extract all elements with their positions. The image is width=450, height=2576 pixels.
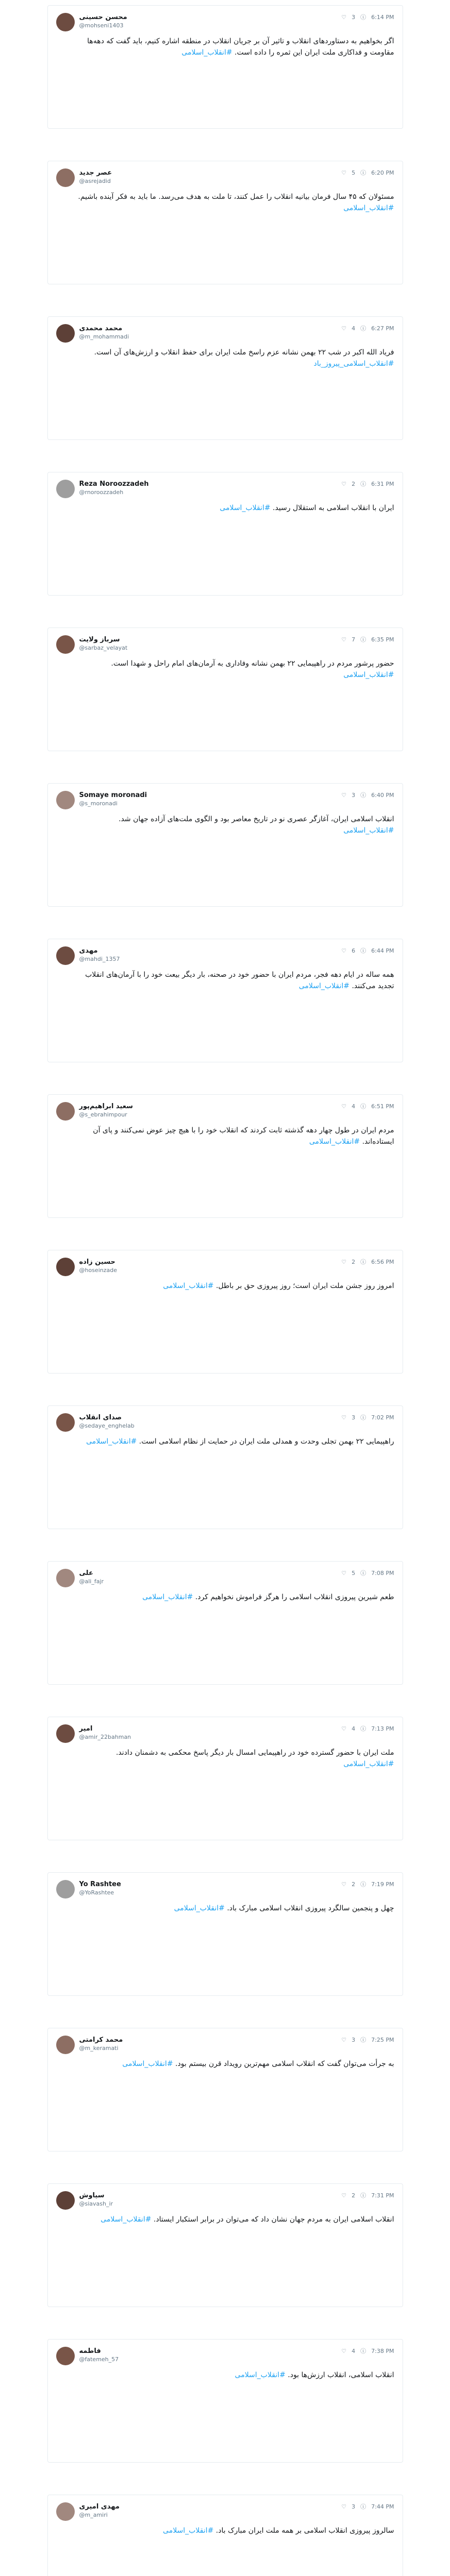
author-block: [56, 791, 147, 809]
tweet-header: [56, 13, 394, 31]
tweet-text: انقلاب اسلامی ایران، آغازگر عصری نو در تاریخ معاصر بود و الگوی ملت‌های آزاده جهان شد. #انقلاب_اسلامی: [119, 815, 394, 835]
author-names: [79, 324, 129, 341]
avatar[interactable]: [56, 1569, 75, 1587]
author-block: [56, 1880, 121, 1899]
like-count: 2: [352, 1258, 356, 1265]
author-name[interactable]: مهدی امیری: [79, 2503, 120, 2511]
author-handle[interactable]: @s_ebrahimpour: [79, 1111, 127, 1118]
tweet-card[interactable]: [47, 5, 403, 129]
tweet-time[interactable]: 6:56 PM: [371, 1258, 394, 1265]
avatar[interactable]: [56, 13, 75, 31]
info-icon[interactable]: ⓘ: [360, 1570, 366, 1577]
author-names: [79, 946, 120, 963]
author-handle[interactable]: @siavash_ir: [79, 2200, 113, 2207]
author-handle[interactable]: @mahdi_1357: [79, 956, 120, 962]
info-icon[interactable]: ⓘ: [360, 325, 366, 332]
hashtag-link[interactable]: #انقلاب_اسلامی: [298, 982, 349, 990]
tweet-text: اگر بخواهیم به دستاوردهای انقلاب و تاثیر آن بر جریان انقلاب در منطقه اشاره کنیم، باید گفت که دهه‌ها مقاومت و فداکاری ملت ایران این ثمره را داده است. #انقلاب_اسلامی: [87, 37, 394, 57]
tweet-time[interactable]: 6:40 PM: [371, 791, 394, 799]
hashtag-link[interactable]: #انقلاب_اسلامی: [220, 504, 271, 512]
heart-icon[interactable]: ♡: [341, 480, 347, 487]
tweet-meta: [341, 1413, 394, 1421]
like-count: 3: [352, 791, 356, 799]
hashtag-link[interactable]: #انقلاب_اسلامی: [343, 671, 394, 679]
tweet-meta: [341, 2191, 394, 2199]
avatar[interactable]: [56, 2502, 75, 2521]
author-block: [56, 635, 128, 654]
tweet-meta: [341, 13, 394, 21]
author-name[interactable]: فاطمه: [79, 2347, 101, 2355]
like-count: 3: [352, 2036, 356, 2043]
tweet-time[interactable]: 7:25 PM: [371, 2036, 394, 2043]
author-name[interactable]: سیاوش: [79, 2192, 105, 2199]
author-name[interactable]: مهدی: [79, 947, 98, 955]
tweet-card[interactable]: [47, 2028, 403, 2151]
avatar[interactable]: [56, 324, 75, 343]
tweet-text: فریاد الله اکبر در شب ۲۲ بهمن نشانه عزم راسخ ملت ایران برای حفظ انقلاب و ارزش‌های آن است. #انقلاب_اسلامی_پیروز_باد: [94, 348, 394, 368]
like-count: 4: [352, 325, 356, 332]
tweet-card[interactable]: [47, 2495, 403, 2576]
author-block: [56, 13, 127, 31]
tweet-header: [56, 324, 394, 343]
tweet-header: [56, 946, 394, 965]
tweet-text: ایران با انقلاب اسلامی به استقلال رسید. #انقلاب_اسلامی: [220, 504, 394, 512]
heart-icon[interactable]: ♡: [341, 1725, 347, 1732]
info-icon[interactable]: ⓘ: [360, 2503, 366, 2510]
like-count: 2: [352, 480, 356, 487]
tweet-time[interactable]: 6:20 PM: [371, 169, 394, 176]
author-name[interactable]: محمد محمدی: [79, 325, 123, 332]
tweet-meta: [341, 635, 394, 643]
author-handle[interactable]: @asrejadid: [79, 178, 111, 184]
tweet-meta: [341, 1880, 394, 1888]
tweet-text: انقلاب اسلامی ایران به مردم جهان نشان داد که می‌توان در برابر استکبار ایستاد. #انقلاب_اسلامی: [101, 2215, 394, 2224]
author-block: [56, 1413, 135, 1432]
tweet-header: [56, 1258, 394, 1276]
heart-icon[interactable]: ♡: [341, 1103, 347, 1110]
hashtag-link[interactable]: #انقلاب_اسلامی: [181, 48, 232, 57]
tweet-text: مردم ایران در طول چهار دهه گذشته ثابت کردند که انقلاب خود را با هیچ چیز عوض نمی‌کنند و پای آن ایستاده‌اند. #انقلاب_اسلامی: [93, 1126, 394, 1146]
tweet-meta: [341, 2036, 394, 2044]
author-handle[interactable]: @hoseinzade: [79, 1267, 117, 1274]
tweet-card[interactable]: [47, 2183, 403, 2307]
info-icon[interactable]: ⓘ: [360, 1881, 366, 1888]
author-block: [56, 168, 112, 187]
hashtag-link[interactable]: #انقلاب_اسلامی: [343, 204, 394, 212]
avatar[interactable]: [56, 2191, 75, 2210]
info-icon[interactable]: ⓘ: [360, 2192, 366, 2199]
tweet-card[interactable]: [47, 783, 403, 907]
author-block: [56, 946, 120, 965]
info-icon[interactable]: ⓘ: [360, 1414, 366, 1421]
author-names: [79, 1413, 135, 1430]
hashtag-link[interactable]: #انقلاب_اسلامی: [122, 2060, 173, 2068]
tweet-text: چهل و پنجمین سالگرد پیروزی انقلاب اسلامی مبارک باد. #انقلاب_اسلامی: [174, 1904, 394, 1912]
tweet-text: انقلاب اسلامی، انقلاب ارزش‌ها بود. #انقلاب_اسلامی: [235, 2371, 394, 2379]
hashtag-link[interactable]: #انقلاب_اسلامی: [235, 2371, 286, 2379]
avatar[interactable]: [56, 635, 75, 654]
tweet-card[interactable]: [47, 2339, 403, 2463]
author-name[interactable]: عصر جدید: [79, 169, 112, 177]
author-names: [79, 480, 149, 496]
author-name[interactable]: محسن حسینی: [79, 13, 127, 21]
author-names: [79, 2191, 113, 2208]
tweet-time[interactable]: 7:08 PM: [371, 1569, 394, 1577]
info-icon[interactable]: ⓘ: [360, 636, 366, 643]
author-name[interactable]: Yo Rashtee: [79, 1880, 121, 1888]
tweet-time[interactable]: 7:31 PM: [371, 2192, 394, 2199]
author-name[interactable]: علی: [79, 1569, 93, 1577]
author-names: [79, 2347, 119, 2363]
author-block: [56, 1724, 131, 1743]
tweet-feed: [0, 5, 450, 2576]
author-block: [56, 1258, 118, 1276]
author-handle[interactable]: @sedaye_enghelab: [79, 1422, 135, 1429]
author-names: [79, 635, 128, 652]
author-names: [79, 1569, 104, 1585]
tweet-header: [56, 168, 394, 187]
tweet-header: [56, 2502, 394, 2521]
tweet-time[interactable]: 6:27 PM: [371, 325, 394, 332]
tweet-text: حضور پرشور مردم در راهپیمایی ۲۲ بهمن نشانه وفاداری به آرمان‌های امام راحل و شهدا است. #انقلاب_اسلامی: [111, 659, 394, 679]
tweet-time[interactable]: 6:14 PM: [371, 13, 394, 21]
avatar[interactable]: [56, 1880, 75, 1899]
tweet-card[interactable]: [47, 472, 403, 596]
author-handle[interactable]: @fatemeh_57: [79, 2356, 119, 2363]
like-count: 5: [352, 1569, 356, 1577]
author-names: [79, 791, 147, 807]
heart-icon[interactable]: ♡: [341, 13, 347, 21]
author-name[interactable]: امیر: [79, 1725, 93, 1733]
tweet-meta: [341, 2502, 394, 2511]
tweet-header: [56, 1413, 394, 1432]
tweet-time[interactable]: 6:51 PM: [371, 1103, 394, 1110]
author-names: [79, 2502, 120, 2519]
like-count: 6: [352, 947, 356, 954]
tweet-header: [56, 480, 394, 498]
tweet-text: به جرأت می‌توان گفت که انقلاب اسلامی مهم‌ترین رویداد قرن بیستم بود. #انقلاب_اسلامی: [122, 2060, 394, 2068]
tweet-card[interactable]: [47, 1094, 403, 1218]
avatar[interactable]: [56, 2347, 75, 2365]
info-icon[interactable]: ⓘ: [360, 1259, 366, 1265]
avatar[interactable]: [56, 1413, 75, 1432]
author-handle[interactable]: @amir_22bahman: [79, 1734, 131, 1740]
hashtag-link[interactable]: #انقلاب_اسلامی: [163, 2527, 214, 2535]
author-handle[interactable]: @s_moronadi: [79, 800, 118, 807]
tweet-header: [56, 1569, 394, 1587]
author-names: [79, 2036, 123, 2052]
info-icon[interactable]: ⓘ: [360, 947, 366, 954]
author-handle[interactable]: @mohseni1403: [79, 22, 124, 29]
avatar[interactable]: [56, 2036, 75, 2054]
info-icon[interactable]: ⓘ: [360, 170, 366, 176]
tweet-card[interactable]: [47, 939, 403, 1062]
tweet-card[interactable]: [47, 628, 403, 751]
author-block: [56, 324, 129, 343]
heart-icon[interactable]: ♡: [341, 1258, 347, 1265]
heart-icon[interactable]: ♡: [341, 1569, 347, 1577]
like-count: 5: [352, 169, 356, 176]
hashtag-link[interactable]: #انقلاب_اسلامی_پیروز_باد: [313, 360, 394, 368]
tweet-card[interactable]: [47, 161, 403, 284]
author-handle[interactable]: @rnoroozzadeh: [79, 489, 124, 496]
author-block: [56, 2502, 120, 2521]
tweet-text: ملت ایران با حضور گسترده خود در راهپیمایی امسال بار دیگر پاسخ محکمی به دشمنان دادند. #انقلاب_اسلامی: [115, 1749, 394, 1768]
tweet-card[interactable]: [47, 316, 403, 440]
author-handle[interactable]: @sarbaz_velayat: [79, 645, 128, 651]
tweet-card[interactable]: [47, 1561, 403, 1685]
heart-icon[interactable]: ♡: [341, 947, 347, 954]
avatar[interactable]: [56, 946, 75, 965]
info-icon[interactable]: ⓘ: [360, 2348, 366, 2354]
author-names: [79, 1258, 118, 1274]
tweet-meta: [341, 791, 394, 799]
tweet-time[interactable]: 7:38 PM: [371, 2347, 394, 2354]
avatar[interactable]: [56, 1724, 75, 1743]
info-icon[interactable]: ⓘ: [360, 2037, 366, 2043]
author-names: [79, 13, 127, 29]
hashtag-link[interactable]: #انقلاب_اسلامی: [163, 1282, 214, 1290]
heart-icon[interactable]: ♡: [341, 325, 347, 332]
hashtag-link[interactable]: #انقلاب_اسلامی: [174, 1904, 225, 1912]
hashtag-link[interactable]: #انقلاب_اسلامی: [142, 1593, 193, 1601]
avatar[interactable]: [56, 1258, 75, 1276]
avatar[interactable]: [56, 791, 75, 809]
tweet-card[interactable]: [47, 1872, 403, 1996]
hashtag-link[interactable]: #انقلاب_اسلامی: [343, 1760, 394, 1768]
tweet-meta: [341, 946, 394, 955]
tweet-header: [56, 2191, 394, 2210]
heart-icon[interactable]: ♡: [341, 2347, 347, 2354]
like-count: 3: [352, 13, 356, 21]
like-count: 4: [352, 1103, 356, 1110]
author-names: [79, 1102, 133, 1118]
tweet-meta: [341, 1569, 394, 1577]
tweet-text: طعم شیرین پیروزی انقلاب اسلامی را هرگز فراموش نخواهیم کرد. #انقلاب_اسلامی: [142, 1593, 394, 1601]
like-count: 4: [352, 2347, 356, 2354]
heart-icon[interactable]: ♡: [341, 1880, 347, 1888]
like-count: 2: [352, 1880, 356, 1888]
author-name[interactable]: سعید ابراهیم‌پور: [79, 1103, 133, 1110]
hashtag-link[interactable]: #انقلاب_اسلامی: [101, 2215, 152, 2224]
heart-icon[interactable]: ♡: [341, 1414, 347, 1421]
heart-icon[interactable]: ♡: [341, 2192, 347, 2199]
tweet-card[interactable]: [47, 1250, 403, 1374]
tweet-meta: [341, 1724, 394, 1733]
tweet-card[interactable]: [47, 1717, 403, 1840]
tweet-header: [56, 1102, 394, 1121]
like-count: 7: [352, 636, 356, 643]
tweet-time[interactable]: 7:44 PM: [371, 2503, 394, 2510]
author-name[interactable]: حسین زاده: [79, 1258, 115, 1266]
hashtag-link[interactable]: #انقلاب_اسلامی: [343, 826, 394, 835]
tweet-time[interactable]: 6:35 PM: [371, 636, 394, 643]
tweet-header: [56, 2347, 394, 2365]
author-name[interactable]: محمد کرامتی: [79, 2036, 123, 2044]
hashtag-link[interactable]: #انقلاب_اسلامی: [86, 1437, 137, 1446]
info-icon[interactable]: ⓘ: [360, 792, 366, 799]
tweet-meta: [341, 324, 394, 332]
tweet-time[interactable]: 6:31 PM: [371, 480, 394, 487]
heart-icon[interactable]: ♡: [341, 169, 347, 176]
tweet-meta: [341, 168, 394, 177]
author-name[interactable]: Reza Noroozzadeh: [79, 480, 149, 488]
avatar[interactable]: [56, 480, 75, 498]
tweet-text: امروز روز جشن ملت ایران است؛ روز پیروزی حق بر باطل. #انقلاب_اسلامی: [163, 1282, 394, 1290]
like-count: 3: [352, 1414, 356, 1421]
hashtag-link[interactable]: #انقلاب_اسلامی: [309, 1138, 360, 1146]
tweet-meta: [341, 480, 394, 488]
tweet-text: مسئولان که ۴۵ سال فرمان بیانیه انقلاب را عمل کنند، تا ملت به هدف می‌رسد. ما باید به فکر آینده باشیم. #انقلاب_اسلامی: [78, 193, 394, 212]
tweet-header: [56, 791, 394, 809]
info-icon[interactable]: ⓘ: [360, 481, 366, 487]
tweet-time[interactable]: 7:19 PM: [371, 1880, 394, 1888]
author-name[interactable]: سرباز ولایت: [79, 636, 120, 643]
author-block: [56, 2347, 119, 2365]
author-names: [79, 168, 112, 185]
author-block: [56, 1569, 104, 1587]
info-icon[interactable]: ⓘ: [360, 1103, 366, 1110]
author-block: [56, 2036, 123, 2054]
heart-icon[interactable]: ♡: [341, 2036, 347, 2043]
tweet-time[interactable]: 6:44 PM: [371, 947, 394, 954]
tweet-text: راهپیمایی ۲۲ بهمن تجلی وحدت و همدلی ملت ایران در حمایت از نظام اسلامی است. #انقلاب_اسلامی: [86, 1437, 394, 1446]
author-block: [56, 2191, 113, 2210]
heart-icon[interactable]: ♡: [341, 2503, 347, 2510]
info-icon[interactable]: ⓘ: [360, 1725, 366, 1732]
tweet-meta: [341, 1258, 394, 1266]
author-handle[interactable]: @YoRashtee: [79, 1889, 114, 1896]
author-names: [79, 1880, 121, 1896]
author-block: [56, 480, 149, 498]
author-name[interactable]: صدای انقلاب: [79, 1414, 122, 1421]
author-handle[interactable]: @m_mohammadi: [79, 333, 129, 340]
tweet-meta: [341, 1102, 394, 1110]
author-handle[interactable]: @m_amiri: [79, 2512, 108, 2518]
like-count: 3: [352, 2503, 356, 2510]
tweet-text: سالروز پیروزی انقلاب اسلامی بر همه ملت ایران مبارک باد. #انقلاب_اسلامی: [163, 2527, 394, 2535]
tweet-meta: [341, 2347, 394, 2355]
author-handle[interactable]: @ali_fajr: [79, 1578, 104, 1585]
author-names: [79, 1724, 131, 1741]
like-count: 4: [352, 1725, 356, 1732]
tweet-header: [56, 2036, 394, 2054]
like-count: 2: [352, 2192, 356, 2199]
avatar[interactable]: [56, 168, 75, 187]
author-block: [56, 1102, 133, 1121]
info-icon[interactable]: ⓘ: [360, 14, 366, 21]
tweet-time[interactable]: 7:02 PM: [371, 1414, 394, 1421]
tweet-header: [56, 1880, 394, 1899]
tweet-text: همه ساله در ایام دهه فجر، مردم ایران با حضور خود در صحنه، بار دیگر بیعت خود را با آرمان‌های انقلاب تجدید می‌کنند. #انقلاب_اسلامی: [85, 971, 394, 990]
heart-icon[interactable]: ♡: [341, 791, 347, 799]
author-handle[interactable]: @m_keramati: [79, 2045, 119, 2052]
tweet-header: [56, 1724, 394, 1743]
tweet-card[interactable]: [47, 1405, 403, 1529]
avatar[interactable]: [56, 1102, 75, 1121]
tweet-header: [56, 635, 394, 654]
heart-icon[interactable]: ♡: [341, 636, 347, 643]
tweet-time[interactable]: 7:13 PM: [371, 1725, 394, 1732]
author-name[interactable]: Somaye moronadi: [79, 791, 147, 799]
